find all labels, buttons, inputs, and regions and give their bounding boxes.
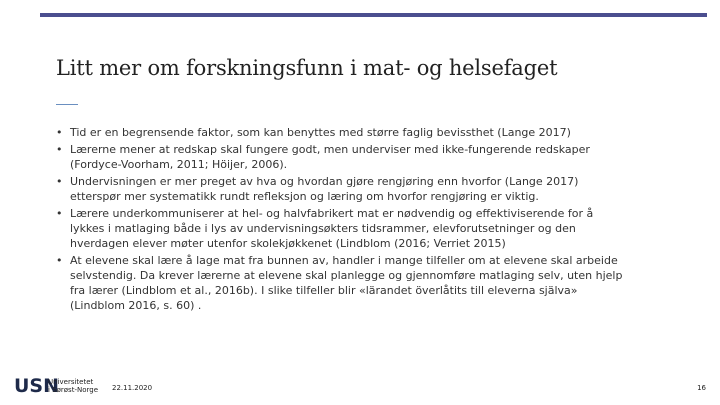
logo-letters: USN [14, 375, 60, 397]
bullet-text-line: fra lærer (Lindblom et al., 2016b). I slike tilfeller blir «lärandet överlåtits till eleverna själva» [70, 284, 578, 297]
slide-title: Litt mer om forskningsfunn i mat- og helsefaget [56, 56, 558, 80]
footer-date: 22.11.2020 [112, 384, 153, 392]
bullet-item [56, 206, 671, 251]
bullet-text-line: • Lærere underkommuniserer at hel- og halvfabrikert mat er nødvendig og effektiviserende for å [70, 207, 594, 220]
bullet-item [56, 125, 671, 140]
top-accent-bar [40, 13, 707, 17]
bullet-text-line: etterspør mer systematikk rundt refleksjon og læring om hvorfor rengjøring er viktig. [70, 190, 539, 203]
logo-institution-name: Universitetet i Sørøst-Norge [48, 378, 98, 394]
bullet-item [56, 253, 671, 313]
bullet-text-line: • Undervisningen er mer preget av hva og hvordan gjøre rengjøring enn hvorfor (Lange 2017) [70, 175, 579, 188]
bullet-list [56, 125, 671, 315]
usn-logo [14, 372, 60, 400]
bullet-text-line: • At elevene skal lære å lage mat fra bunnen av, handler i mange tilfeller om at elevene skal arbeide [70, 254, 618, 267]
bullet-item [56, 174, 671, 204]
bullet-text-line: (Lindblom 2016, s. 60) . [70, 299, 202, 312]
page-number: 16 [697, 384, 706, 392]
bullet-text-line: selvstendig. Da krever lærerne at elevene skal planlegge og gjennomføre matlaging selv, uten hjelp [70, 269, 623, 282]
bullet-item [56, 142, 671, 172]
bullet-text-line: (Fordyce-Voorham, 2011; Höijer, 2006). [70, 158, 288, 171]
title-underline [56, 104, 78, 105]
bullet-text-line: • Lærerne mener at redskap skal fungere godt, men underviser med ikke-fungerende redskaper [70, 143, 590, 156]
bullet-text-line: • Tid er en begrensende faktor, som kan benyttes med større faglig bevissthet (Lange 2017) [70, 126, 571, 139]
bullet-text-line: hverdagen elever møter utenfor skolekjøkkenet (Lindblom (2016; Verriet 2015) [70, 237, 506, 250]
bullet-text-line: lykkes i matlaging både i lys av undervisningsøkters tidsrammer, elevforutsetninger og den [70, 222, 576, 235]
